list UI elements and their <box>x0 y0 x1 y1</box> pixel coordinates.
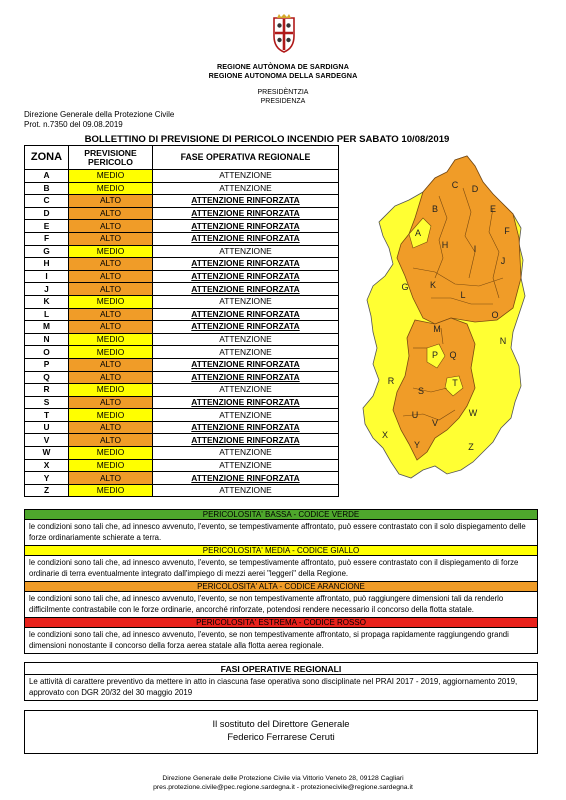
table-row <box>25 220 339 233</box>
map-zone-label: A <box>414 228 422 238</box>
map-zone-label: W <box>468 408 478 418</box>
zone-letter: L <box>25 308 69 321</box>
map-zone-label: P <box>431 350 439 360</box>
table-row <box>25 346 339 359</box>
map-zone-label: N <box>499 336 507 346</box>
map-zone-label: Y <box>413 440 421 450</box>
sardinia-zone-map <box>343 148 533 488</box>
map-zone-label: K <box>429 280 437 290</box>
map-zone-label: M <box>433 324 441 334</box>
zone-operational-phase: ATTENZIONE RINFORZATA <box>153 358 339 371</box>
table-row <box>25 421 339 434</box>
table-row <box>25 195 339 208</box>
footer-address: Direzione Generale delle Protezione Civile via Vittorio Veneto 28, 09128 Cagliari <box>162 775 404 782</box>
zone-hazard-level: ALTO <box>69 220 153 233</box>
map-zone-label: T <box>452 378 458 388</box>
presidency-sardinian: PRESIDÈNTZIA <box>257 89 309 96</box>
legend-rosso-title: PERICOLOSITA' ESTREMA - CODICE ROSSO <box>25 618 537 628</box>
table-row <box>25 409 339 422</box>
zone-letter: C <box>25 195 69 208</box>
map-zone-label: Z <box>468 442 474 452</box>
protocol-number: Prot. n.7350 del 09.08.2019 <box>24 120 123 129</box>
zone-operational-phase: ATTENZIONE RINFORZATA <box>153 207 339 220</box>
zone-hazard-level: ALTO <box>69 207 153 220</box>
zone-letter: Q <box>25 371 69 384</box>
legend-verde-title: PERICOLOSITA' BASSA - CODICE VERDE <box>25 510 537 520</box>
map-zone-label: J <box>500 256 506 266</box>
zone-operational-phase: ATTENZIONE RINFORZATA <box>153 232 339 245</box>
zone-hazard-level: MEDIO <box>69 333 153 346</box>
table-row <box>25 170 339 183</box>
zone-letter: U <box>25 421 69 434</box>
fasi-text: Le attività di carattere preventivo da mettere in atto in ciascuna fase operativa sono disciplinate nel PRAI 2017 - 2019, aggiornamento 2019, approvato con DGR 20/32 del 30 maggio 2019 <box>29 677 518 697</box>
fasi-operative-box <box>24 662 538 701</box>
zone-letter: Y <box>25 472 69 485</box>
map-zone-label: I <box>473 244 477 254</box>
zone-hazard-level: MEDIO <box>69 346 153 359</box>
zone-operational-phase: ATTENZIONE <box>153 447 339 460</box>
zone-operational-phase: ATTENZIONE <box>153 409 339 422</box>
zone-operational-phase: ATTENZIONE RINFORZATA <box>153 434 339 447</box>
zone-letter: T <box>25 409 69 422</box>
table-row <box>25 384 339 397</box>
zone-operational-phase: ATTENZIONE RINFORZATA <box>153 371 339 384</box>
zone-letter: W <box>25 447 69 460</box>
zone-hazard-level: ALTO <box>69 321 153 334</box>
header-zona: ZONA <box>25 146 69 170</box>
zone-hazard-level: ALTO <box>69 258 153 271</box>
zone-operational-phase: ATTENZIONE <box>153 170 339 183</box>
zone-operational-phase: ATTENZIONE <box>153 384 339 397</box>
zone-letter: P <box>25 358 69 371</box>
zone-operational-phase: ATTENZIONE <box>153 484 339 497</box>
table-row <box>25 434 339 447</box>
zone-hazard-level: ALTO <box>69 434 153 447</box>
legend-verde-text: le condizioni sono tali che, ad innesco avvenuto, l'evento, se tempestivamente affrontato, può essere contrastato con il solo dispiegamento delle forze ordinariamente schierate a terra. <box>25 520 537 546</box>
page-footer <box>0 774 566 792</box>
zone-letter: E <box>25 220 69 233</box>
zone-operational-phase: ATTENZIONE RINFORZATA <box>153 220 339 233</box>
table-row <box>25 447 339 460</box>
map-zone-label: L <box>460 290 466 300</box>
zone-letter: I <box>25 270 69 283</box>
zone-hazard-level: ALTO <box>69 472 153 485</box>
table-row <box>25 245 339 258</box>
zone-hazard-level: MEDIO <box>69 295 153 308</box>
region-emblem-icon <box>268 14 300 54</box>
header-fase: FASE OPERATIVA REGIONALE <box>153 146 339 170</box>
signature-role: Il sostituto del Direttore Generale <box>212 718 350 729</box>
legend-giallo-title: PERICOLOSITA' MEDIA - CODICE GIALLO <box>25 546 537 556</box>
table-row <box>25 207 339 220</box>
zone-operational-phase: ATTENZIONE RINFORZATA <box>153 421 339 434</box>
zone-hazard-level: MEDIO <box>69 447 153 460</box>
zone-hazard-level: MEDIO <box>69 484 153 497</box>
zone-operational-phase: ATTENZIONE RINFORZATA <box>153 283 339 296</box>
zone-letter: R <box>25 384 69 397</box>
table-row <box>25 396 339 409</box>
zone-operational-phase: ATTENZIONE RINFORZATA <box>153 396 339 409</box>
zone-letter: N <box>25 333 69 346</box>
zone-operational-phase: ATTENZIONE RINFORZATA <box>153 258 339 271</box>
map-zone-label: B <box>431 204 439 214</box>
legend-giallo-text: le condizioni sono tali che, ad innesco avvenuto, l'evento, se tempestivamente affrontato, può essere contrastato con il dispiegamento di forze ordinarie di terra eventualmente integrato dall'impiego di mezzi aerei "leggeri" della Regione. <box>25 556 537 582</box>
table-row <box>25 232 339 245</box>
zone-letter: V <box>25 434 69 447</box>
zone-letter: F <box>25 232 69 245</box>
map-zone-label: O <box>491 310 499 320</box>
table-row <box>25 371 339 384</box>
department-name: Direzione Generale della Protezione Civile <box>24 110 175 119</box>
signature-name: Federico Ferrarese Ceruti <box>227 731 335 742</box>
header-previsione-line2: PERICOLO <box>88 156 133 167</box>
map-zone-label: G <box>401 282 409 292</box>
zone-hazard-level: MEDIO <box>69 409 153 422</box>
map-zone-label: C <box>451 180 459 190</box>
zone-letter: S <box>25 396 69 409</box>
zone-hazard-level: MEDIO <box>69 182 153 195</box>
zone-hazard-level: ALTO <box>69 396 153 409</box>
region-name-sardinian: REGIONE AUTÒNOMA DE SARDIGNA <box>216 62 350 71</box>
zone-operational-phase: ATTENZIONE RINFORZATA <box>153 472 339 485</box>
zone-hazard-level: MEDIO <box>69 384 153 397</box>
zone-hazard-level: ALTO <box>69 283 153 296</box>
footer-emails: pres.protezione.civile@pec.regione.sardegna.it - protezionecivile@regione.sardegna.it <box>153 784 413 791</box>
table-row <box>25 308 339 321</box>
map-zone-label: V <box>431 418 439 428</box>
header-previsione-line1: PREVISIONE <box>84 147 137 158</box>
map-zone-label: H <box>441 240 449 250</box>
legend-rosso-text: le condizioni sono tali che, ad innesco avvenuto, l'evento, se non tempestivamente affrontato, si propaga rapidamente raggiungendo grandi dimensioni nonostante il concorso della forza aerea statale alla flotta aerea regionale. <box>25 628 537 653</box>
table-row <box>25 358 339 371</box>
zone-letter: H <box>25 258 69 271</box>
region-name-italian: REGIONE AUTONOMA DELLA SARDEGNA <box>208 71 358 80</box>
table-row <box>25 459 339 472</box>
zone-hazard-level: ALTO <box>69 195 153 208</box>
zones-table <box>24 145 339 497</box>
table-row <box>25 484 339 497</box>
bulletin-title: BOLLETTINO DI PREVISIONE DI PERICOLO INCENDIO PER SABATO 10/08/2019 <box>84 134 450 145</box>
zone-hazard-level: MEDIO <box>69 170 153 183</box>
zone-letter: O <box>25 346 69 359</box>
zone-hazard-level: ALTO <box>69 232 153 245</box>
zone-operational-phase: ATTENZIONE <box>153 459 339 472</box>
zone-operational-phase: ATTENZIONE <box>153 333 339 346</box>
signature-box <box>24 710 538 754</box>
zone-letter: A <box>25 170 69 183</box>
presidency-italian: PRESIDENZA <box>260 98 306 105</box>
map-zone-label: F <box>504 226 510 236</box>
table-row <box>25 321 339 334</box>
zone-hazard-level: ALTO <box>69 371 153 384</box>
fasi-title: FASI OPERATIVE REGIONALI <box>25 663 537 675</box>
zone-hazard-level: ALTO <box>69 358 153 371</box>
zone-operational-phase: ATTENZIONE RINFORZATA <box>153 308 339 321</box>
table-row <box>25 283 339 296</box>
map-zone-label: U <box>411 410 419 420</box>
map-zone-label: E <box>489 204 497 214</box>
zone-hazard-level: ALTO <box>69 308 153 321</box>
map-zone-label: R <box>387 376 395 386</box>
hazard-legend <box>24 509 538 654</box>
table-row <box>25 472 339 485</box>
legend-arancio-title: PERICOLOSITA' ALTA - CODICE ARANCIONE <box>25 582 537 592</box>
zone-operational-phase: ATTENZIONE <box>153 295 339 308</box>
zone-hazard-level: MEDIO <box>69 459 153 472</box>
zone-operational-phase: ATTENZIONE <box>153 182 339 195</box>
zone-letter: M <box>25 321 69 334</box>
zone-operational-phase: ATTENZIONE RINFORZATA <box>153 321 339 334</box>
map-zone-label: S <box>417 386 425 396</box>
zone-letter: X <box>25 459 69 472</box>
zone-letter: J <box>25 283 69 296</box>
zone-letter: B <box>25 182 69 195</box>
zone-hazard-level: ALTO <box>69 270 153 283</box>
table-row <box>25 295 339 308</box>
map-zone-label: X <box>381 430 389 440</box>
legend-arancio-text: le condizioni sono tali che, ad innesco avvenuto, l'evento, se non tempestivamente affrontato, può raggiungere dimensioni tali da renderlo difficilmente contrastabile con le forze ordinarie, ancorché rinforzate, potendosi rendere necessario il concorso della flotta statale. <box>25 592 537 618</box>
zone-hazard-level: ALTO <box>69 421 153 434</box>
table-row <box>25 333 339 346</box>
table-row <box>25 182 339 195</box>
zone-operational-phase: ATTENZIONE <box>153 245 339 258</box>
zone-letter: Z <box>25 484 69 497</box>
zone-operational-phase: ATTENZIONE <box>153 346 339 359</box>
table-row <box>25 258 339 271</box>
header-previsione <box>69 146 153 170</box>
zone-letter: K <box>25 295 69 308</box>
map-zone-label: D <box>471 184 479 194</box>
zone-letter: D <box>25 207 69 220</box>
zone-letter: G <box>25 245 69 258</box>
table-row <box>25 270 339 283</box>
map-zone-label: Q <box>449 350 457 360</box>
zone-operational-phase: ATTENZIONE RINFORZATA <box>153 270 339 283</box>
zone-hazard-level: MEDIO <box>69 245 153 258</box>
zone-operational-phase: ATTENZIONE RINFORZATA <box>153 195 339 208</box>
